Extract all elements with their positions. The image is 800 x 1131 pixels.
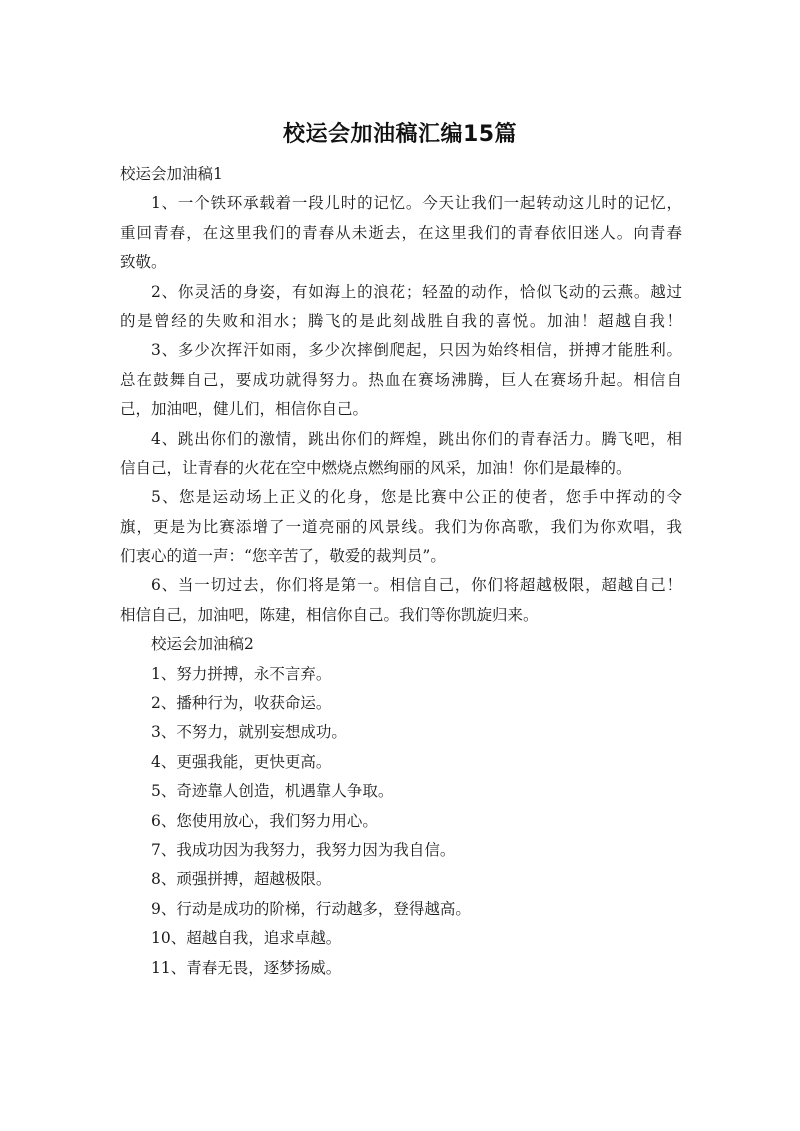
list-item: 11、青春无畏，逐梦扬威。	[151, 958, 342, 977]
list-item: 10、超越自我，追求卓越。	[151, 929, 342, 948]
paragraph-line: 总在鼓舞自己，要成功就得努力。热血在赛场沸腾，巨人在赛场升起。相信自	[120, 370, 682, 389]
list-item: 3、不努力，就别妄想成功。	[151, 723, 347, 742]
document-body	[120, 160, 682, 983]
paragraph-line: 致敬。	[120, 253, 167, 272]
document-title: 校运会加油稿汇编15篇	[282, 122, 518, 147]
list-item: 6、您使用放心，我们努力用心。	[151, 811, 378, 830]
section-heading-2: 校运会加油稿2	[151, 635, 254, 654]
list-item: 5、奇迹靠人创造，机遇靠人争取。	[151, 782, 394, 801]
paragraph-line: 信自己，让青春的火花在空中燃烧点燃绚丽的风采，加油！你们是最棒的。	[120, 458, 632, 477]
section-heading-1: 校运会加油稿1	[120, 165, 223, 183]
paragraph-line: 1、一个铁环承载着一段儿时的记忆。今天让我们一起转动这儿时的记忆，	[151, 194, 682, 213]
list-item: 4、更强我能，更快更高。	[151, 752, 332, 771]
list-item: 1、努力拼搏，永不言弃。	[151, 664, 332, 683]
paragraph-line: 重回青春，在这里我们的青春从未逝去，在这里我们的青春依旧迷人。向青春	[120, 223, 682, 242]
paragraph-line: 相信自己，加油吧，陈建，相信你自己。我们等你凯旋归来。	[120, 605, 539, 624]
paragraph-line: 2、你灵活的身姿，有如海上的浪花；轻盈的动作，恰似飞动的云燕。越过	[151, 282, 682, 301]
paragraph-line: 4、跳出你们的激情，跳出你们的辉煌，跳出你们的青春活力。腾飞吧，相	[151, 429, 682, 448]
paragraph-line: 的是曾经的失败和泪水；腾飞的是此刻战胜自我的喜悦。加油！超越自我！	[120, 311, 682, 330]
paragraph-line: 3、多少次挥汗如雨，多少次摔倒爬起，只因为始终相信，拼搏才能胜利。	[151, 341, 682, 360]
paragraph-line: 们衷心的道一声：“您辛苦了，敬爱的裁判员”。	[120, 547, 446, 566]
list-item: 7、我成功因为我努力，我努力因为我自信。	[151, 840, 456, 859]
paragraph-line: 5、您是运动场上正义的化身，您是比赛中公正的使者，您手中挥动的令	[151, 488, 682, 507]
paragraph-line: 6、当一切过去，你们将是第一。相信自己，你们将超越极限，超越自己！	[151, 576, 682, 595]
paragraph-line: 己，加油吧，健儿们，相信你自己。	[120, 400, 369, 419]
list-item: 9、行动是成功的阶梯，行动越多，登得越高。	[151, 899, 471, 918]
list-item: 2、播种行为，收获命运。	[151, 694, 332, 713]
list-item: 8、顽强拼搏，超越极限。	[151, 870, 332, 889]
paragraph-line: 旗，更是为比赛添增了一道亮丽的风景线。我们为你高歌，我们为你欢唱，我	[120, 517, 682, 536]
